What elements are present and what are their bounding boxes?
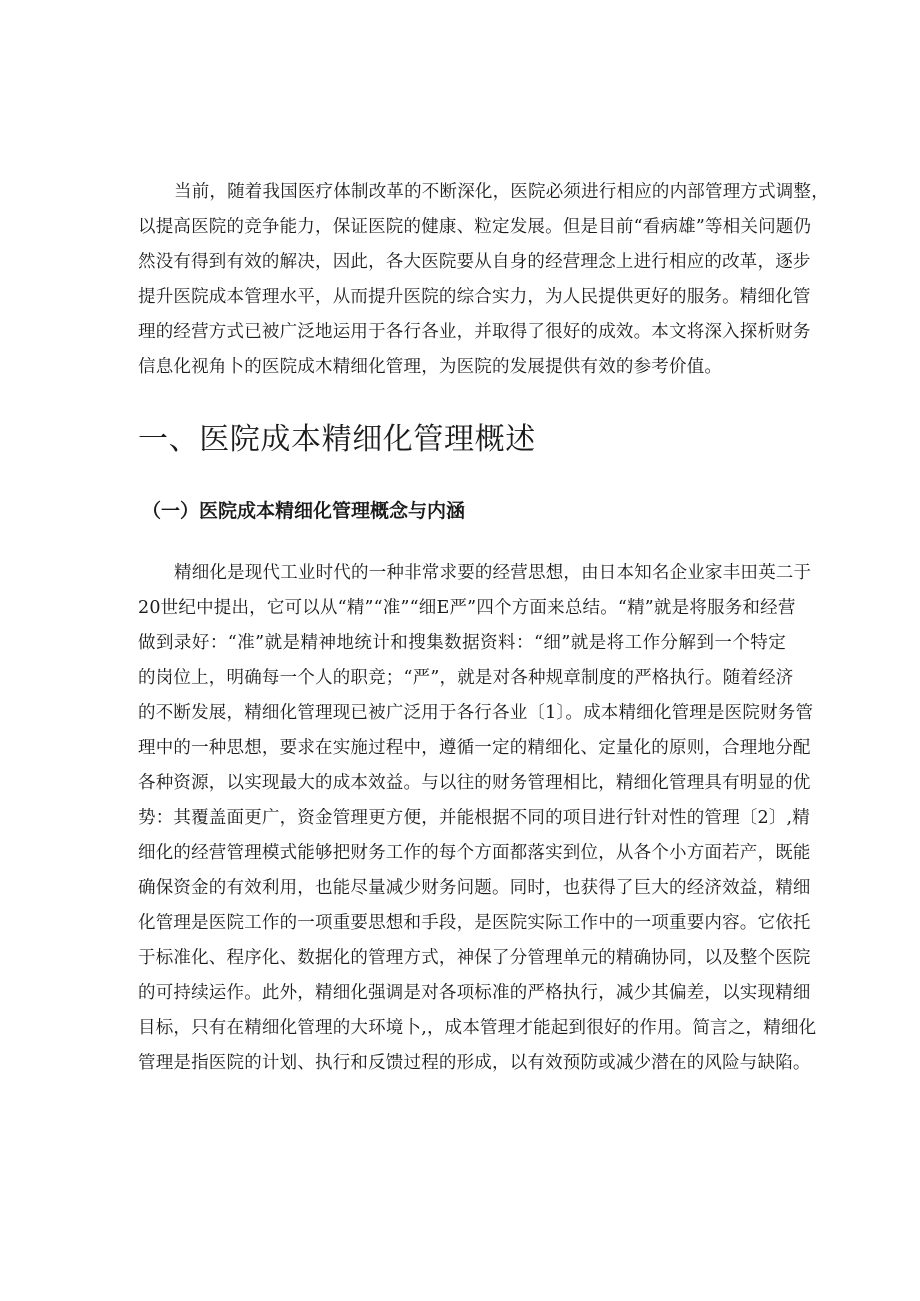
body-line: 做到录好：“准”就是精神地统计和搜集数据资料：“细”就是将工作分解到一个特定: [138, 633, 786, 653]
body-line: 确保资金的有效利用，也能尽量减少财务问题。同时，也获得了巨大的经济效益，精细: [138, 878, 811, 898]
body-line: 的岗位上，明确每一个人的职竞；“严”，就是对各种规章制度的严格执行。随着经济: [138, 668, 794, 688]
body-line: 化管理是医院工作的一项重要思想和手段，是医院实际工作中的一项重要内容。它依托: [138, 913, 811, 933]
body-line: 管理是指医院的计划、执行和反馈过程的形成，以有效预防或减少潜在的风险与缺陷。: [138, 1053, 811, 1073]
intro-line: 以提高医院的竞争能力，保证医院的健康、粒定发展。但是目前“看病雄”等相关问题仍: [138, 217, 812, 237]
body-line: 理中的一种思想，要求在实施过程中，遵循一定的精细化、定量化的原则，合理地分配: [138, 738, 811, 758]
intro-line: 然没有得到有效的解决，因此，各大医院要从自身的经营理念上进行相应的改革，逐步: [138, 252, 811, 272]
intro-line: 信息化视角卜的医院成木精细化管理，为医院的发展提供有效的参考价值。: [138, 357, 723, 377]
intro-line: 理的经营方式已被广泛地运用于各行各业，并取得了很好的成效。本文将深入探析财务: [138, 322, 811, 342]
section-heading: 一、医院成本精细化管理概述: [138, 422, 536, 457]
body-line: 各种资源，以实现最大的成本效益。与以往的财务管理相比，精细化管理具有明显的优: [138, 773, 811, 793]
body-line: 势：其覆盖面更广，资金管理更方便，并能根据不同的项目进行针对性的管理〔2〕,精: [138, 808, 810, 828]
body-line: 20世纪中提出，它可以从“精”“准”“细E严”四个方面来总结。“精”就是将服务和经营: [138, 598, 796, 618]
intro-line: 提升医院成本管理水平，从而提升医院的综合实力，为人民提供更好的服务。精细化管: [138, 287, 811, 307]
body-line: 的可持续运作。此外，精细化强调是对各项标准的严格执行，减少其偏差，以实现精细: [138, 983, 811, 1003]
subsection-heading: （一）医院成本精细化管理概念与内涵: [142, 500, 466, 522]
body-line: 的不断发展，精细化管理现已被广泛用于各行各业〔1〕。成本精细化管理是医院财务管: [138, 703, 814, 723]
body-line: 目标，只有在精细化管理的大环境卜,，成本管理才能起到很好的作用。简言之，精细化: [138, 1018, 817, 1038]
intro-line: 当前，随着我国医疗体制改革的不断深化，医院必须进行相应的内部管理方式调整，: [174, 182, 829, 202]
body-line: 精细化是现代工业时代的一种非常求要的经营思想，由日本知名企业家丰田英二于: [174, 563, 812, 583]
body-line: 细化的经营管理模式能够把财务工作的每个方面都落实到位，从各个小方面若产，既能: [138, 843, 811, 863]
body-line: 于标准化、程序化、数据化的管理方式，神保了分管理单元的精确协同，以及整个医院: [138, 948, 811, 968]
